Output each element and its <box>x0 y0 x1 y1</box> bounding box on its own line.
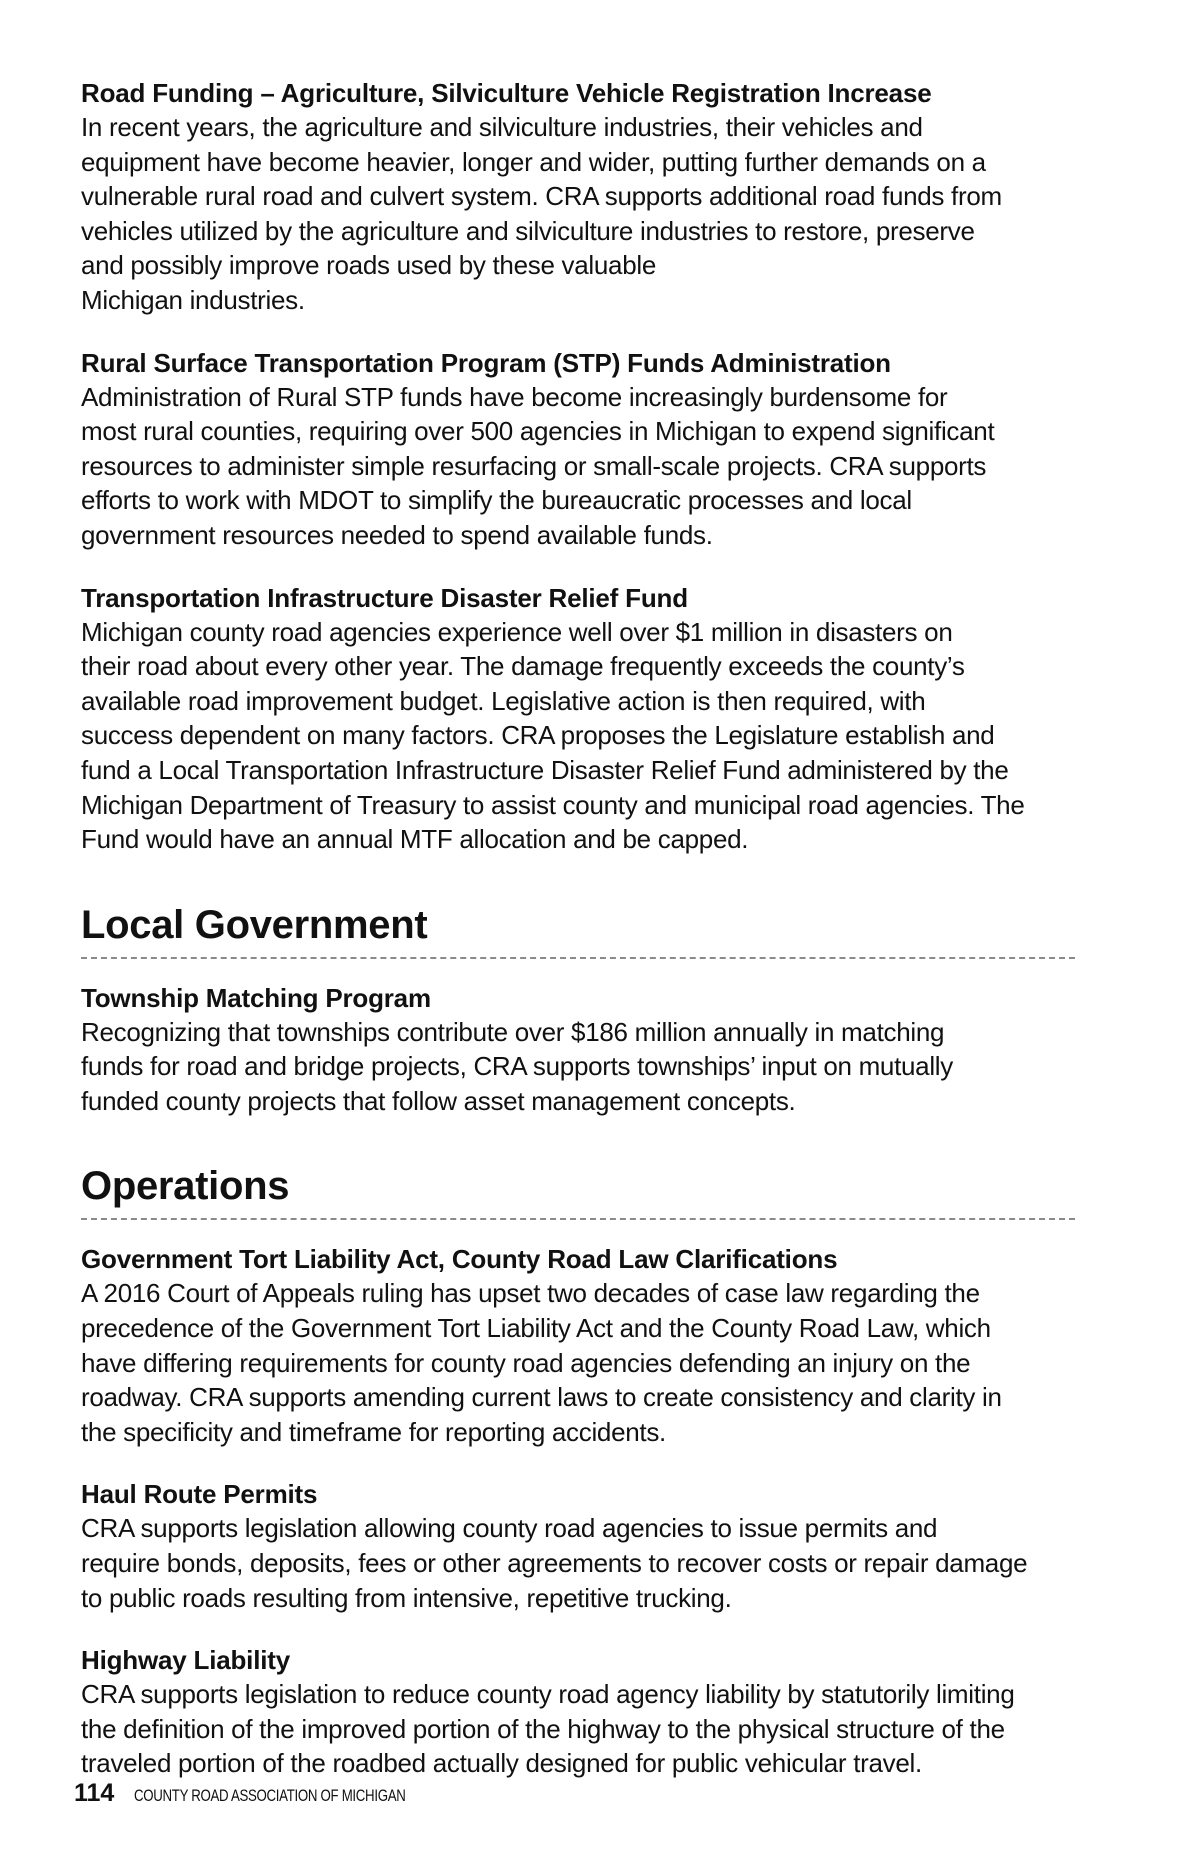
body-line: and possibly improve roads used by these valuable <box>81 250 656 281</box>
body-line: Fund would have an annual MTF allocation and be capped. <box>81 824 749 855</box>
body-line: efforts to work with MDOT to simplify the bureaucratic processes and local <box>81 485 912 516</box>
body-line: government resources needed to spend available funds. <box>81 519 713 550</box>
policy-item-disaster-relief <box>81 581 1081 857</box>
body-line: CRA supports legislation allowing county road agencies to issue permits and <box>81 1513 938 1544</box>
policy-body <box>81 110 1081 318</box>
policy-item-highway-liability <box>81 1643 1081 1781</box>
policy-heading: Road Funding – Agriculture, Silviculture Vehicle Registration Increase <box>81 78 932 108</box>
policy-body <box>81 380 1081 553</box>
page-number: 114 <box>74 1779 115 1807</box>
body-line: fund a Local Transportation Infrastructure Disaster Relief Fund administered by the <box>81 754 1009 785</box>
body-line: CRA supports legislation to reduce county road agency liability by statutorily limiting <box>81 1679 1015 1710</box>
body-line: Recognizing that townships contribute over $186 million annually in matching <box>81 1016 945 1047</box>
policy-heading: Government Tort Liability Act, County Road Law Clarifications <box>81 1244 838 1275</box>
body-line: vehicles utilized by the agriculture and silviculture industries to restore, preserve <box>81 215 975 246</box>
body-line: precedence of the Government Tort Liability Act and the County Road Law, which <box>81 1313 991 1344</box>
body-line: available road improvement budget. Legislative action is then required, with <box>81 685 926 716</box>
policy-item-tort-liability <box>81 1242 1081 1449</box>
policy-heading: Rural Surface Transportation Program (STP) Funds Administration <box>81 347 891 378</box>
body-line: their road about every other year. The damage frequently exceeds the county’s <box>81 651 965 682</box>
policy-body <box>81 615 1081 857</box>
body-line: the definition of the improved portion of the highway to the physical structure of the <box>81 1713 1005 1744</box>
body-line: A 2016 Court of Appeals ruling has upset two decades of case law regarding the <box>81 1278 980 1309</box>
page-footer <box>74 1779 482 1808</box>
section-title: Local Government <box>81 902 428 947</box>
policy-heading: Township Matching Program <box>81 982 431 1013</box>
body-line: Michigan industries. <box>81 284 305 315</box>
policy-item-ag-silviculture <box>81 76 1081 318</box>
policy-heading: Transportation Infrastructure Disaster Relief Fund <box>81 582 688 613</box>
body-line: require bonds, deposits, fees or other agreements to recover costs or repair damage <box>81 1548 1028 1579</box>
body-line: funds for road and bridge projects, CRA supports townships’ input on mutually <box>81 1051 953 1082</box>
policy-heading: Highway Liability <box>81 1645 290 1676</box>
document-page <box>81 76 1081 1809</box>
body-line: Michigan county road agencies experience well over $1 million in disasters on <box>81 616 953 647</box>
body-line: roadway. CRA supports amending current laws to create consistency and clarity in <box>81 1382 1002 1413</box>
policy-body <box>81 1015 1081 1119</box>
policy-body <box>81 1511 1081 1615</box>
section-divider <box>81 1218 1075 1220</box>
policy-body <box>81 1276 1081 1449</box>
policy-item-rural-stp <box>81 346 1081 553</box>
body-line: resources to administer simple resurfacing or small-scale projects. CRA supports <box>81 450 987 481</box>
footer-organization: COUNTY ROAD ASSOCIATION OF MICHIGAN <box>134 1786 406 1805</box>
section-title: Operations <box>81 1164 290 1209</box>
section-operations <box>81 1162 1081 1781</box>
body-line: Michigan Department of Treasury to assist county and municipal road agencies. The <box>81 789 1025 820</box>
body-line: funded county projects that follow asset management concepts. <box>81 1085 796 1116</box>
policy-body <box>81 1677 1081 1781</box>
section-divider <box>81 957 1075 959</box>
policy-heading: Haul Route Permits <box>81 1479 318 1510</box>
body-line: In recent years, the agriculture and silviculture industries, their vehicles and <box>81 112 923 142</box>
body-line: Administration of Rural STP funds have become increasingly burdensome for <box>81 381 948 412</box>
body-line: traveled portion of the roadbed actually designed for public vehicular travel. <box>81 1748 922 1779</box>
section-local-government <box>81 901 1081 1119</box>
body-line: equipment have become heavier, longer and wider, putting further demands on a <box>81 146 986 177</box>
body-line: to public roads resulting from intensive, repetitive trucking. <box>81 1582 732 1613</box>
body-line: vulnerable rural road and culvert system. CRA supports additional road funds from <box>81 181 1002 212</box>
body-line: most rural counties, requiring over 500 agencies in Michigan to expend significant <box>81 416 995 447</box>
body-line: have differing requirements for county road agencies defending an injury on the <box>81 1347 971 1378</box>
policy-item-township-matching <box>81 981 1081 1119</box>
body-line: success dependent on many factors. CRA proposes the Legislature establish and <box>81 720 995 751</box>
body-line: the specificity and timeframe for reporting accidents. <box>81 1416 666 1447</box>
policy-item-haul-route-permits <box>81 1477 1081 1615</box>
